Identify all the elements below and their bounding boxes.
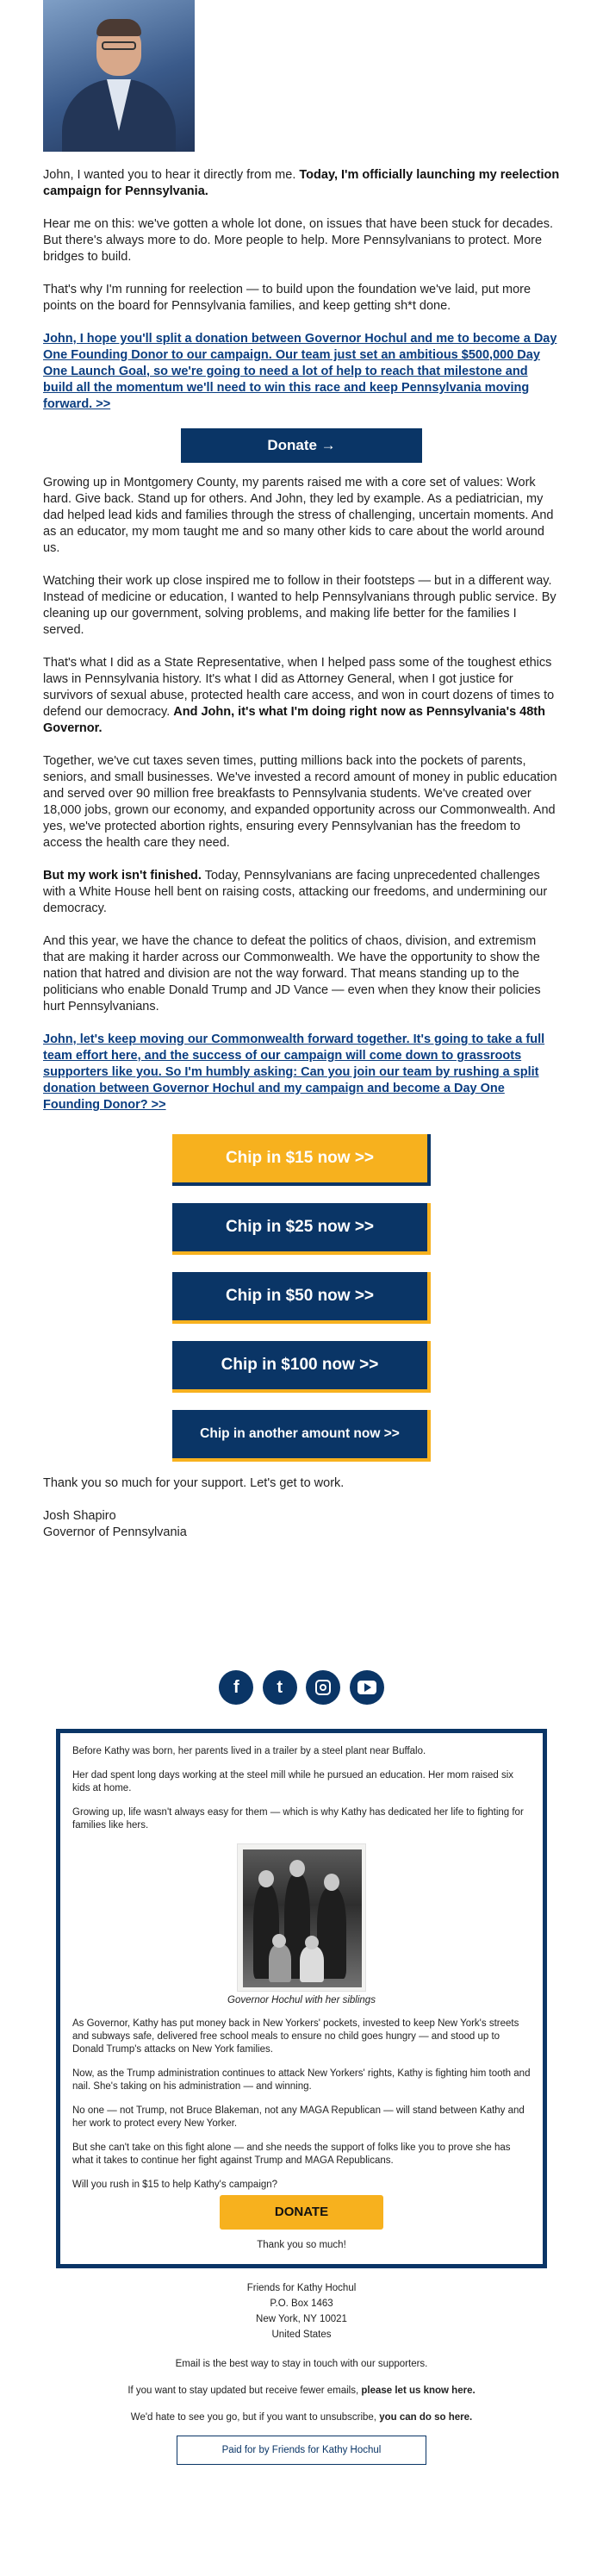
paragraph: Before Kathy was born, her parents lived in a trailer by a steel plant near Buffalo. (72, 1746, 426, 1756)
intro-paragraph: John, I wanted you to hear it directly from me. Today, I'm officially launching my reelection campaign for Pennsylvania. (43, 168, 560, 198)
paragraph: Growing up in Montgomery County, my parents raised me with a core set of values: Work hard. Give back. Stand up for others. And John, they led by example. As a pediatrician, my dad helped lead kids and families through the stress of challenging, uncertain moments. And as an educator, my mom taught me and so many other kids to care about the world around us. (43, 476, 554, 555)
paragraph: Now, as the Trump administration continues to attack New Yorkers' rights, Kathy is fighting him tooth and nail. She's taking on his administration — and winning. (72, 2068, 531, 2092)
unsubscribe-line: We'd hate to see you go, but if you want to unsubscribe, you can do so here. (130, 2412, 473, 2423)
paragraph: As Governor, Kathy has put money back in New Yorkers' pockets, invested to keep New York's streets and subways safe, delivered free school meals to ensure no child goes hungry — and stood up to Donald Trump's attacks on New York families. (72, 2018, 519, 2055)
signer-name: Josh Shapiro (43, 1509, 116, 1523)
paragraph: That's what I did as a State Representative, when I helped pass some of the toughest ethics laws in Pennsylvania history. It's what I did as Attorney General, when I got justice for survivors of sexual abuse, protected health care access, and won in court dozens of times to defend our democracy. And John, it's what I'm doing right now as Pennsylvania's 48th Governor. (43, 656, 555, 735)
facebook-icon[interactable]: f (219, 1670, 253, 1705)
signer-title: Governor of Pennsylvania (43, 1525, 187, 1539)
social-links (43, 1670, 560, 1705)
paragraph: That's why I'm running for reelection — to build upon the foundation we've laid, put more points on the board for Pennsylvania families, and keep getting sh*t done. (43, 283, 532, 313)
instagram-icon[interactable] (306, 1670, 340, 1705)
paid-for-disclaimer: Paid for by Friends for Kathy Hochul (177, 2436, 426, 2465)
email-note: Email is the best way to stay in touch with our supporters. (175, 2359, 428, 2369)
donation-link[interactable]: John, let's keep moving our Commonwealth forward together. It's going to take a full team effort here, and the success of our campaign will come down to grassroots supporters like you. So I'm humbly asking: Can you join our team by rushing a split donation between Governor Hochul and my campaign and become a Day One Founding Donor? >> (43, 1032, 545, 1112)
signature (43, 1508, 560, 1541)
chip-50-button[interactable]: Chip in $50 now >> (172, 1272, 431, 1324)
launch-announcement: Today, I'm officially launching my reelection campaign for Pennsylvania. (43, 168, 560, 198)
kathy-donate-button[interactable]: DONATE (220, 2195, 383, 2230)
paragraph: Hear me on this: we've gotten a whole lot done, on issues that have been stuck for decades. But there's always more to do. More people to help. More Pennsylvanians to protect. More bridges to build. (43, 217, 553, 264)
chip-15-button[interactable]: Chip in $15 now >> (172, 1134, 431, 1186)
shapiro-portrait (43, 0, 195, 152)
closing-thanks: Thank you so much for your support. Let's get to work. (43, 1476, 345, 1490)
kathy-hochul-section (56, 1729, 547, 2268)
fewer-emails-link[interactable]: please let us know here. (361, 2386, 476, 2396)
youtube-icon[interactable] (350, 1670, 384, 1705)
paragraph: Together, we've cut taxes seven times, putting millions back into the pockets of parents, seniors, and small businesses. We've invested a record amount of money in public education and served over 90 million free breakfasts to Pennsylvania students. We've created over 18,000 jobs, grown our economy, and expanded opportunity across our Commonwealth. And yes, we've protected abortion rights, ensuring every Pennsylvanian has the freedom to access the health care they need. (43, 754, 557, 850)
paragraph: Growing up, life wasn't always easy for them — which is why Kathy has dedicated her life to fighting for families like hers. (72, 1807, 524, 1831)
photo-caption: Governor Hochul with her siblings (227, 1995, 376, 2005)
paragraph: No one — not Trump, not Bruce Blakeman, not any MAGA Republican — will stand between Kathy and her work to protect every New Yorker. (72, 2105, 525, 2129)
paragraph: Watching their work up close inspired me to follow in their footsteps — but in a different way. Instead of medicine or education, I wanted to help Pennsylvanians through public service. By cleaning up our government, solving problems, and making life better for the families I served. (43, 574, 556, 637)
footer (43, 2280, 560, 2465)
twitter-icon[interactable]: t (263, 1670, 297, 1705)
fewer-emails-line: If you want to stay updated but receive fewer emails, please let us know here. (127, 2386, 476, 2396)
hochul-siblings-photo (237, 1843, 366, 1992)
chip-25-button[interactable]: Chip in $25 now >> (172, 1203, 431, 1255)
kathy-thanks: Thank you so much! (257, 2240, 346, 2250)
chip-100-button[interactable]: Chip in $100 now >> (172, 1341, 431, 1393)
address-block: Friends for Kathy Hochul P.O. Box 1463 New York, NY 10021 United States (246, 2283, 357, 2340)
paragraph: And this year, we have the chance to defeat the politics of chaos, division, and extremism that are making it harder across our Commonwealth. We have the opportunity to show the nation that hatred and division are not the way forward. That means standing up to the politicians who enable Donald Trump and JD Vance — even when they know their policies hurt Pennsylvanians. (43, 934, 541, 1014)
paragraph: Will you rush in $15 to help Kathy's campaign? (72, 2180, 278, 2190)
unsubscribe-link[interactable]: you can do so here. (379, 2412, 473, 2423)
paragraph: Her dad spent long days working at the steel mill while he pursued an education. Her mom raised six kids at home. (72, 1770, 514, 1793)
donation-link[interactable]: John, I hope you'll split a donation between Governor Hochul and me to become a Day One Founding Donor to our campaign. Our team just set an ambitious $500,000 Day One Launch Goal, so we're going to need a lot of help to reach that milestone and build all the momentum we'll need to win this race and keep Pennsylvania moving forward. >> (43, 332, 557, 411)
paragraph: But my work isn't finished. Today, Pennsylvanians are facing unprecedented challenges with a White House hell bent on raising costs, attacking our freedoms, and undermining our democracy. (43, 869, 548, 915)
chip-other-amount-button[interactable]: Chip in another amount now >> (172, 1410, 431, 1462)
paragraph: But she can't take on this fight alone — and she needs the support of folks like you to prove she has what it takes to continue her fight against Trump and MAGA Republicans. (72, 2143, 511, 2166)
donate-button[interactable]: Donate → (181, 428, 422, 463)
